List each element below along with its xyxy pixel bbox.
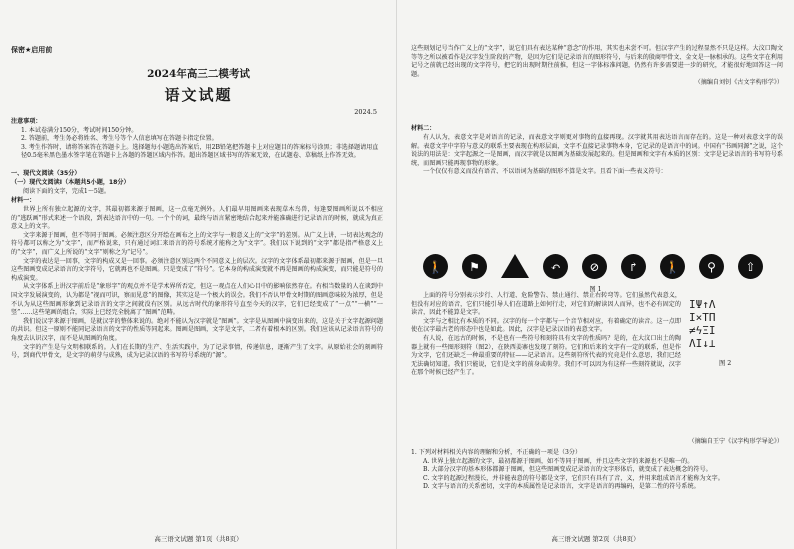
option-c: C. 文字的起源过程漫长，并非能表意的符号都是文字，它们只有具有了音，义，并用来组成语言才能称为文字。: [423, 474, 724, 482]
source-citation-2: [411, 438, 783, 447]
paragraph: 我们说汉字来源于图画，是就汉字的整体来说的。绝对不能认为汉字就是“图画”。文字是从图画中演变出来的，这是关于文字起源问题的共识。但这一原则不能同记录语言的文字的性质等同起来。图画是图画，文字是文字，二者有着根本的区别。我们应该从记录语言符号的角度去认识汉字，而不是从图画的角度。: [11, 317, 383, 342]
road-sign-icon: ⇧: [738, 254, 763, 279]
paragraph: 文字来源于图画，但不等同于图画。必须注意区分开绘在画布之上的文字与一般意义上的“文字”的差别。从广义上讲，一切表达观念的符号都可以称之为“文字”，而严格说来，只有通过词汇来语言的符号系统才能称之为“文字”。我们以下说到的“文字”都是指严格意义上的“文字”，而广义上所说的“文字”则称之为“记号”。: [11, 231, 383, 256]
option-b: B. 大部分汉字的基本形体都源于图画，但这些图画变成记录语言的文字形体后，就变成了表达概念的符号。: [423, 466, 712, 474]
paragraph: 一个仅仅有意义而没有语音、不以语词为基础的图形不算是文字。且看下面一些表义符号：: [423, 168, 667, 176]
paragraph: 世界上所有独立起源的文字，其最初都来源于图画，这一点毫无例外。人们最早用图画来表现草木鸟兽，每逢要图画所说以不相应的“逃跃画”形式来述一个语段，到表达语言中的一句。一个个的词，最终与语言紧密地结合起来并能准确进行记录语言的时候，就成为真正意义上的文字。: [11, 206, 383, 231]
question-stem: 1. 下列对材料相关内容的理解和分析，不正确的一项是（3分）: [411, 449, 582, 456]
paragraph: 有人说，在远古的时候，不是也有一些符号和刻符具有文字的性质吗？是的，在大汶口出土的陶器上就有一些图形刻符（图2），在陕西姜寨也发现了刻符。它们和后来的文字有一定的联系，但是作为文字，它们还缺乏一种最重要的特征——记录语言。这些刻符所代表的究竟是什么意思，我们已经无法确切知道。我们只能说，它们是文字的前身或萌芽。我们不可以因为有这样一些刻符就说，汉字在那个时候已经产生了。: [411, 334, 681, 377]
material-label: 材料一：: [11, 197, 36, 204]
source-citation: （摘编自刘钊《古文字构形学》）: [694, 79, 783, 87]
paragraph: 文字的产生是与文明相联系的。人们在长期的生产、生活实践中，为了记录事情，传递信息，逐渐产生了文字。从原始社会的刻画符号，到商代甲骨文，是文字的萌芽与成熟，成为记录汉语的书写符号系统的“源”。: [11, 343, 383, 360]
material-2-body-continued: [411, 292, 681, 378]
exam-date: 2024.5: [354, 108, 377, 116]
subsection-heading: （一）现代文阅读Ⅰ（本题共5小题，18分）: [11, 179, 130, 186]
bicycle-sign-icon: ⚲: [699, 254, 724, 279]
page-footer: 高三语文试题 第2页（共8页）: [551, 535, 640, 543]
danger-sign-icon: [501, 254, 529, 278]
question-1: [411, 449, 783, 492]
page-2: [397, 0, 794, 549]
no-pedestrian-sign-icon: ⊘: [582, 254, 607, 279]
pedestrian-sign-icon: 🚶: [423, 254, 448, 279]
figure-1-caption: 图 1: [589, 286, 602, 293]
paragraph: 上面的符号分别表示步行、人行道、危险警告、禁止通行、禁止右转弯等。它们虽然代表意义，但没有对应的语音，它们只能引导人们在道路上如何行走，对它们的解读因人而异，也不必有固定的读音，因此不能算是文字。: [411, 292, 681, 317]
source-citation: （摘编自王宁《汉字构形学导论》）: [688, 438, 783, 445]
notes-section: [11, 118, 383, 161]
section-heading: 一、现代文阅读（35分）: [11, 170, 81, 177]
traffic-signs-figure: [423, 254, 763, 282]
paragraph: 这些刻划记号当作广义上的“文字”，说它们具有表达某种“意念”的作用，其实也未尝不可。但汉字产生的过程显然不只是这样。大汶口陶文等等之所以被看作是汉字发生阶段的产物，是因为它们是记录语言的图形符号，与后来的殷商甲骨文、金文是一脉相承的。这些文字在利用记号之前就已经出现的文字符号，把它的出现时期往前推，但这一字体标准问题，仍然有许多需要进一步的研究，才能很好地回答这一问题。: [411, 45, 783, 78]
confidential-label: 保密★启用前: [11, 46, 53, 54]
material-2-body: [411, 134, 783, 177]
instruction: 阅读下面的文字，完成1～5题。: [23, 188, 110, 195]
page-footer: 高三语文试题 第1页（共8页）: [154, 535, 243, 543]
walk-sign-icon: 🚶: [660, 254, 685, 279]
note-item: 3. 考生作答时，请将答案答在答题卡上。选择题每小题选出答案后，用2B铅笔把答题卡上对应题目的答案标号涂黑；非选择题请用直径0.5毫米黑色墨水签字笔在答题卡上各题的答题区域内作答。超出答题区域书写的答案无效，在试题卷、草稿纸上作答无效。: [21, 143, 379, 160]
paragraph: 从文字体系上讲汉字前后是“象形字”的观点并不是学术界所否定，但这一观点在人们心目中的影响依然存在。有相当数量的人在谈到中国文字发展演变的，认为都是“视而可识，察而见意”的图像，其实这是一个极大的误会。我们不否认甲骨文时期的图画意味较为浓厚，但是不认为从这些图画形象到记录语言的文字之间就没有区别。从远古时代的象形符号直至今天的汉字，它们已经变成了“一点”“一横”“一竖”……这些笔画的组合，实际上已经完全脱离了“图画”范畴。: [11, 283, 383, 317]
no-turn-sign-icon: ↱: [621, 254, 646, 279]
paragraph: 文字的表达是一回事，文字的构成又是一回事。必须注意区别这两个不同意义上的层次。汉字的文字体系最初都来源于图画，但是一旦这些图画变成记录语言的文字符号，它就再也不是图画。只是变成了“符号”。它本身的构成演变就不再是图画的构成演变，而只能是符号的构成演变。: [11, 257, 383, 282]
option-a: A. 世界上独立起源的文字，最初都源于图画，如不等同于图画，并且这些文字的来源也不是唯一的。: [423, 457, 694, 465]
material-1-body: [11, 206, 383, 361]
notes-heading: 注意事项：: [11, 118, 42, 125]
paragraph: 文字与之相比有本质的不同。汉字的每一个字都与一个音节相对应，有着确定的读音。这一点即使在汉字最古老的形态中也是如此。因此，汉字是记录汉语的表意文字。: [411, 317, 681, 334]
option-d: D. 文字与语言的关系密切，文字的本质属性是记录语言，文字是语言的再编码，是第二性的符号系统。: [423, 483, 700, 491]
continued-paragraph: [411, 45, 783, 88]
exam-title: 2024年高三二模考试: [147, 68, 250, 80]
pottery-marks-figure: ΙΨ↑Λ Ι×ΤΠ ≠ϟΞΙ ΛΙ↓⊥: [689, 298, 716, 350]
u-turn-sign-icon: ↶: [543, 254, 568, 279]
note-item: 1. 本试卷满分150分，考试时间150分钟。: [21, 126, 138, 134]
crossing-sign-icon: ⚑: [462, 254, 487, 279]
paragraph: 有人认为，表意文字是对语言的记录，而表意文字则更对事物的直接再现。汉字就其用表达语言而存在的。这是一种对表意文字的误解。表意文字中字符与意义的联系主要表现在构形层面，文字不直接记录事物本身，它记录的是语言中的词。中国有“书画同源”之说，这个说法的用法是：文字起源之一是图画，而汉字就是以图画为基础发展起来的。但是图画和文字有本质的区别：文字是记录语言的书写符号系统，而图画只能再现事物的形象。: [411, 134, 783, 167]
material-label: 材料二：: [411, 125, 436, 132]
note-item: 2. 答题前，考生务必将姓名、考生号等个人信息填写在答题卡指定位置。: [21, 135, 218, 143]
subject-title: 语文试题: [164, 86, 233, 104]
figure-2-caption: 图 2: [719, 360, 732, 367]
